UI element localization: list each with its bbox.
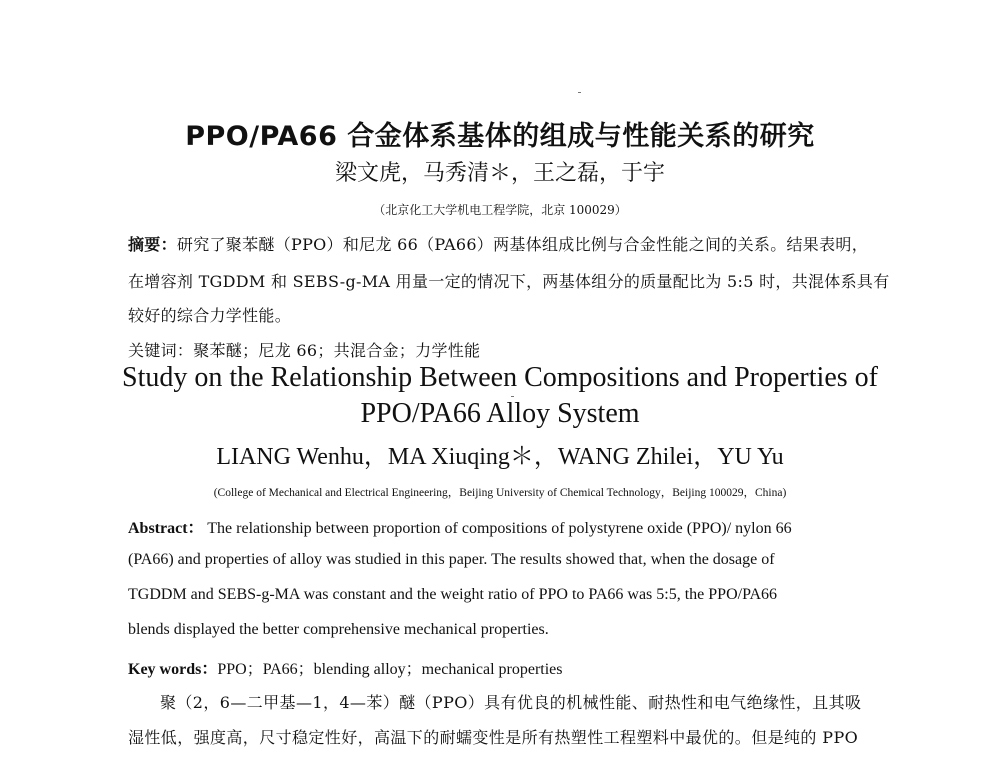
english-abstract-line: blends displayed the better comprehensive mechanical properties. <box>128 621 549 638</box>
chinese-abstract-label: 摘要： <box>128 235 177 254</box>
english-abstract-line <box>128 515 792 538</box>
english-abstract-line: (PA66) and properties of alloy was studied in this paper. The results showed that, when the dosage of <box>128 551 775 568</box>
english-keywords-label: Key words： <box>128 661 218 678</box>
english-keywords-text: PPO；PA66；blending alloy；mechanical properties <box>217 661 563 678</box>
english-abstract-label: Abstract： <box>128 520 204 537</box>
body-paragraph-line: 聚（2，6—二甲基—1，4—苯）醚（PPO）具有优良的机械性能、耐热性和电气绝缘性，且其吸 <box>160 693 862 712</box>
english-abstract-text: The relationship between proportion of compositions of polystyrene oxide (PPO)/ nylon 66 <box>207 520 792 537</box>
scan-speck <box>578 92 581 93</box>
english-title-line-2: PPO/PA66 Alloy System <box>360 398 640 429</box>
chinese-keywords <box>128 338 480 361</box>
english-affiliation: (College of Mechanical and Electrical Engineering，Beijing University of Chemical Technology，Beijing 100029，China) <box>213 487 787 499</box>
chinese-abstract-line <box>128 232 868 255</box>
body-paragraph-line: 湿性低，强度高，尺寸稳定性好，高温下的耐蠕变性是所有热塑性工程塑料中最优的。但是纯的 PPO <box>128 728 859 747</box>
chinese-abstract-line: 较好的综合力学性能。 <box>128 306 292 325</box>
english-authors: LIANG Wenhu，MA Xiuqing＊，WANG Zhilei，YU Yu <box>216 444 784 470</box>
english-keywords <box>128 656 563 679</box>
chinese-authors: 梁文虎，马秀清＊，王之磊，于宇 <box>334 161 665 186</box>
english-abstract-line: TGDDM and SEBS-g-MA was constant and the weight ratio of PPO to PA66 was 5:5, the PPO/PA66 <box>128 586 778 603</box>
chinese-abstract-text: 研究了聚苯醚（PPO）和尼龙 66（PA66）两基体组成比例与合金性能之间的关系。结果表明， <box>176 235 869 254</box>
chinese-keywords-text: 聚苯醚；尼龙 66；共混合金；力学性能 <box>193 341 481 360</box>
chinese-affiliation: （北京化工大学机电工程学院，北京 100029） <box>373 203 627 217</box>
chinese-abstract-line: 在增容剂 TGDDM 和 SEBS-g-MA 用量一定的情况下，两基体组分的质量配比为 5:5 时，共混体系具有 <box>128 272 890 291</box>
scan-speck <box>511 396 514 397</box>
chinese-title: PPO/PA66 合金体系基体的组成与性能关系的研究 <box>185 121 815 152</box>
chinese-keywords-label: 关键词： <box>128 341 194 360</box>
english-title-line-1: Study on the Relationship Between Compositions and Properties of <box>122 362 878 393</box>
